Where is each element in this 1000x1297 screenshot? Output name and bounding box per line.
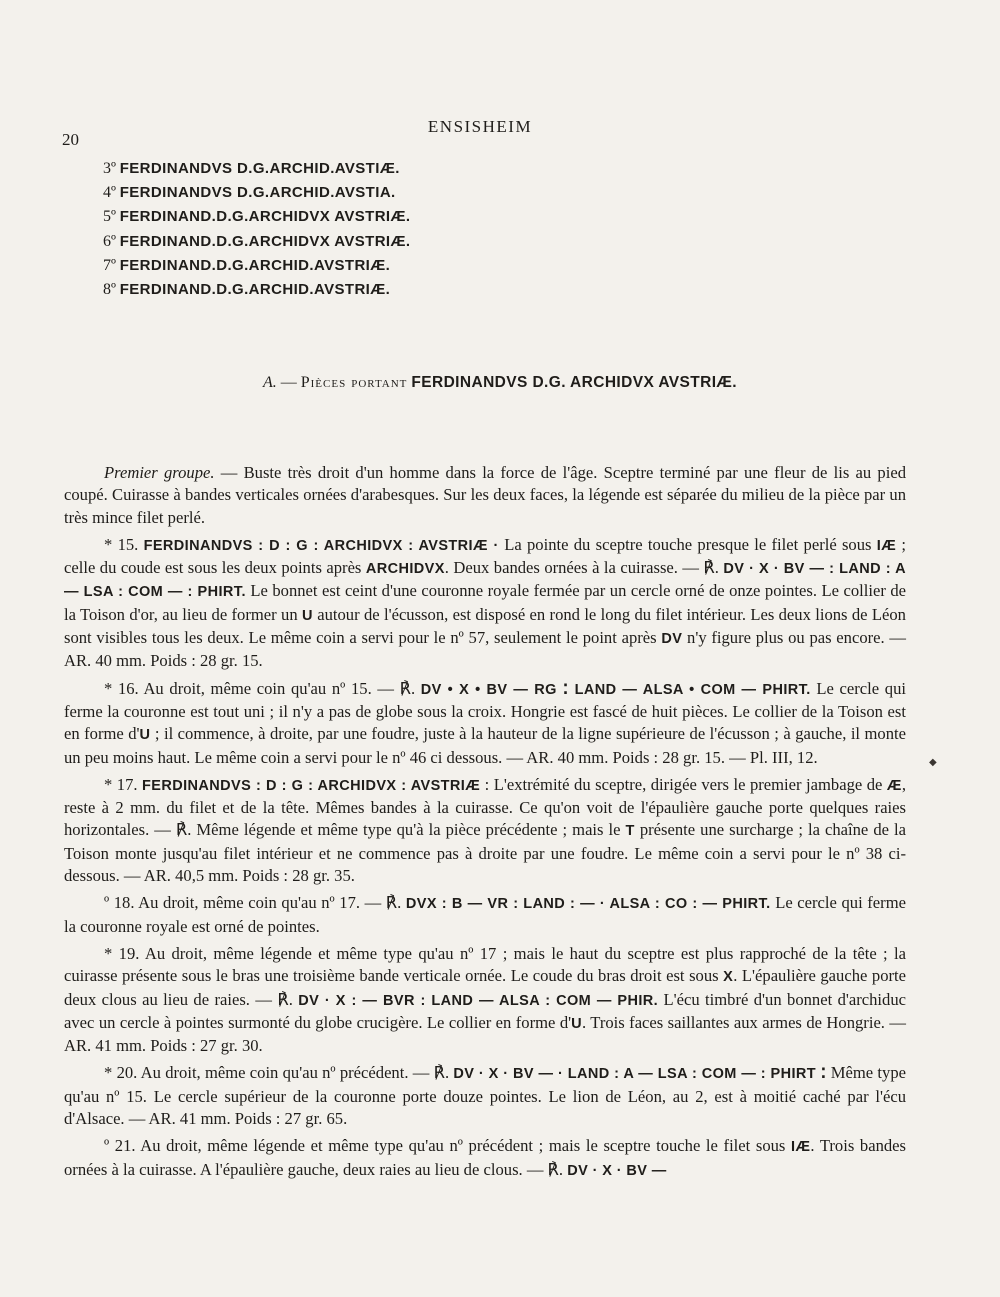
section-legend: FERDINANDVS D.G. ARCHIDVX AVSTRIÆ. bbox=[411, 374, 738, 391]
entry-number: * 15. bbox=[104, 534, 144, 554]
legend-fragment: U bbox=[139, 727, 151, 744]
catalogue-body bbox=[64, 462, 906, 1187]
entry-text: L'écu timbré d'un bonnet d'archiduc avec un cercle à pointes surmonté du globe crucigère. Le collier en forme d' bbox=[64, 989, 906, 1032]
entry-text: Au droit, même légende et même type qu'au nº 17 ; mais le haut du sceptre est plus rapproché de la tête ; la cuirasse présente sous le bras une troisième bande verticale ornée. Le coude du bras droit est sous bbox=[64, 943, 907, 986]
entry-21 bbox=[64, 1135, 906, 1182]
legend-fragment: X bbox=[723, 969, 734, 986]
variant-legend: FERDINAND.D.G.ARCHIDVX AVSTRIÆ. bbox=[119, 232, 411, 250]
entry-text: . L'épaulière gauche porte deux clous au lieu de raies. — ℟. bbox=[64, 966, 906, 1009]
entry-number: º 18. bbox=[104, 893, 139, 913]
legend-fragment: T bbox=[625, 823, 635, 840]
entry-number: º 21. bbox=[104, 1136, 141, 1156]
legend-variant bbox=[103, 230, 410, 254]
entry-number: * 20. bbox=[104, 1063, 141, 1083]
legend-variant bbox=[103, 181, 410, 205]
ink-speck-mark: ◆ bbox=[929, 757, 937, 768]
legend-variant bbox=[103, 278, 410, 302]
group-intro-paragraph bbox=[64, 462, 906, 529]
entry-text: ; celle du coude est sous les deux points après bbox=[64, 534, 906, 578]
entry-text: , reste à 2 mm. du filet et de la tête. Mêmes bandes à la cuirasse. Ce qu'on voit de l'épaulière gauche porte quelques raies horizontales. — ℟. Même légende et même type qu'à la pièce précédente ; mais le bbox=[64, 774, 906, 840]
section-heading bbox=[0, 374, 1000, 392]
entry-text: La pointe du sceptre touche presque le filet perlé sous bbox=[504, 534, 877, 554]
entry-16 bbox=[64, 678, 906, 769]
entry-text: Le bonnet est ceint d'une couronne royale fermée par un cercle orné de onze pointes. Le collier de la Toison d'or, au lieu de former un bbox=[64, 581, 907, 624]
reverse-legend: DV • X • BV — RG ⁚ LAND — ALSA • COM — PHIRT. bbox=[420, 681, 811, 698]
reverse-legend: DV · X : — BVR : LAND — ALSA : COM — PHIR. bbox=[298, 992, 659, 1009]
entry-text: Au droit, même coin qu'au nº précédent. — ℟. bbox=[140, 1063, 454, 1083]
legend-fragment: U bbox=[571, 1015, 582, 1032]
entry-text: . Deux bandes ornées à la cuirasse. — ℟. bbox=[444, 558, 724, 578]
legend-fragment: Æ bbox=[886, 777, 902, 794]
entry-text: ; il commence, à droite, par une foudre, juste à la hauteur de la ligne supérieure de l'écusson ; à gauche, il monte un peu moins haut. Le même coin a servi pour le nº 46 ci dessous. — AR. 40 mm. Poids : 28 gr. 15. — Pl. III, 12. bbox=[64, 724, 906, 767]
legend-variant-list bbox=[103, 157, 410, 302]
legend-variant bbox=[103, 157, 410, 181]
entry-number: * 16. bbox=[104, 678, 144, 698]
variant-legend: FERDINAND.D.G.ARCHIDVX AVSTRIÆ. bbox=[119, 208, 411, 226]
variant-legend: FERDINAND.D.G.ARCHID.AVSTRIÆ. bbox=[119, 256, 391, 274]
reverse-legend: DV · X · BV — bbox=[567, 1162, 667, 1179]
entry-19 bbox=[64, 943, 906, 1057]
variant-ordinal: 8º bbox=[103, 280, 116, 298]
entry-text: . Trois bandes ornées à la cuirasse. A l'épaulière gauche, deux raies au lieu de clous. — ℟. bbox=[64, 1136, 906, 1179]
legend-variant bbox=[103, 254, 410, 278]
legend-fragment: IÆ bbox=[876, 537, 897, 554]
reverse-legend: DVX : B — VR : LAND : — · ALSA : CO : — PHIRT. bbox=[405, 896, 771, 913]
variant-legend: FERDINAND.D.G.ARCHID.AVSTRIÆ. bbox=[119, 280, 391, 298]
legend-fragment: ARCHIDVX bbox=[365, 561, 445, 578]
section-title: Pièces portant bbox=[300, 374, 408, 391]
page-number: 20 bbox=[62, 130, 79, 149]
entry-text: Au droit, même légende et même type qu'au nº précédent ; mais le sceptre touche le filet sous bbox=[140, 1136, 792, 1156]
variant-ordinal: 6º bbox=[103, 232, 116, 250]
reverse-legend: DV · X · BV — : LAND : A — LSA : COM — : PHIRT. bbox=[64, 561, 906, 601]
section-dash: — bbox=[280, 374, 297, 391]
entry-20 bbox=[64, 1062, 906, 1130]
entry-text: : L'extrémité du sceptre, dirigée vers le premier jambage de bbox=[480, 774, 887, 794]
entry-18 bbox=[64, 892, 906, 938]
entry-text: Le cercle qui ferme la couronne royale est orné de pointes. bbox=[64, 893, 906, 936]
entry-17 bbox=[64, 774, 906, 887]
entry-number: * 17. bbox=[104, 774, 143, 794]
entry-number: * 19. bbox=[104, 943, 145, 963]
legend-fragment: DV bbox=[661, 631, 683, 648]
entry-text: Même type qu'au nº 15. Le cercle supérieur de la couronne porte douze pointes. Le lion de Léon, au 2, est à moitié caché par l'écu d'Alsace. — AR. 41 mm. Poids : 27 gr. 65. bbox=[64, 1063, 906, 1129]
section-letter: A. bbox=[262, 374, 277, 391]
entry-15 bbox=[64, 534, 906, 673]
reverse-legend: DV · X · BV — · LAND : A — LSA : COM — : PHIRT ⁚ bbox=[453, 1066, 827, 1083]
entry-text: Au droit, même coin qu'au nº 17. — ℟. bbox=[138, 893, 406, 913]
obverse-legend: FERDINANDVS : D : G : ARCHIDVX : AVSTRIÆ bbox=[142, 777, 481, 794]
entry-text: présente une surcharge ; la chaîne de la Toison monte jusqu'au filet intérieur et ne commence pas à droite par une foudre. Le même coin a servi pour le nº 38 ci-dessous. — AR. 40,5 mm. Poids : 28 gr. 35. bbox=[64, 820, 906, 886]
variant-ordinal: 7º bbox=[103, 256, 116, 274]
running-title: ENSISHEIM bbox=[427, 117, 533, 136]
legend-variant bbox=[103, 205, 410, 229]
variant-ordinal: 3º bbox=[103, 160, 116, 177]
variant-legend: FERDINANDVS D.G.ARCHID.AVSTIÆ. bbox=[119, 160, 400, 177]
variant-ordinal: 5º bbox=[103, 208, 116, 226]
group-title: Premier groupe. bbox=[104, 463, 215, 482]
legend-fragment: IÆ bbox=[791, 1139, 811, 1156]
entry-text: Le cercle qui ferme la couronne est tout uni ; il n'y a pas de globe sous la croix. Hongrie est fascé de huit pièces. Le collier de la Toison est en forme d' bbox=[64, 678, 906, 744]
paragraph-text: — Buste très droit d'un homme dans la force de l'âge. Sceptre terminé par une fleur de lis au pied coupé. Cuirasse à bandes verticales ornées d'arabesques. Sur les deux faces, la légende est séparée du milieu de la pièce par un très mince filet perlé. bbox=[64, 463, 907, 527]
variant-legend: FERDINANDVS D.G.ARCHID.AVSTIA. bbox=[119, 184, 396, 202]
obverse-legend: FERDINANDVS : D : G : ARCHIDVX : AVSTRIÆ · bbox=[143, 537, 505, 554]
entry-text: . Trois faces saillantes aux armes de Hongrie. — AR. 41 mm. Poids : 27 gr. 30. bbox=[64, 1012, 906, 1056]
variant-ordinal: 4º bbox=[103, 184, 116, 202]
legend-fragment: U bbox=[301, 607, 313, 624]
entry-text: Au droit, même coin qu'au nº 15. — ℟. bbox=[143, 678, 421, 698]
entry-text: n'y figure plus ou pas encore. — AR. 40 mm. Poids : 28 gr. 15. bbox=[64, 628, 906, 671]
entry-text: autour de l'écusson, est disposé en rond le long du filet intérieur. Les deux lions de Léon sont visibles tous les deux. Le même coin a servi pour le nº 57, seulement le point après bbox=[64, 604, 906, 648]
